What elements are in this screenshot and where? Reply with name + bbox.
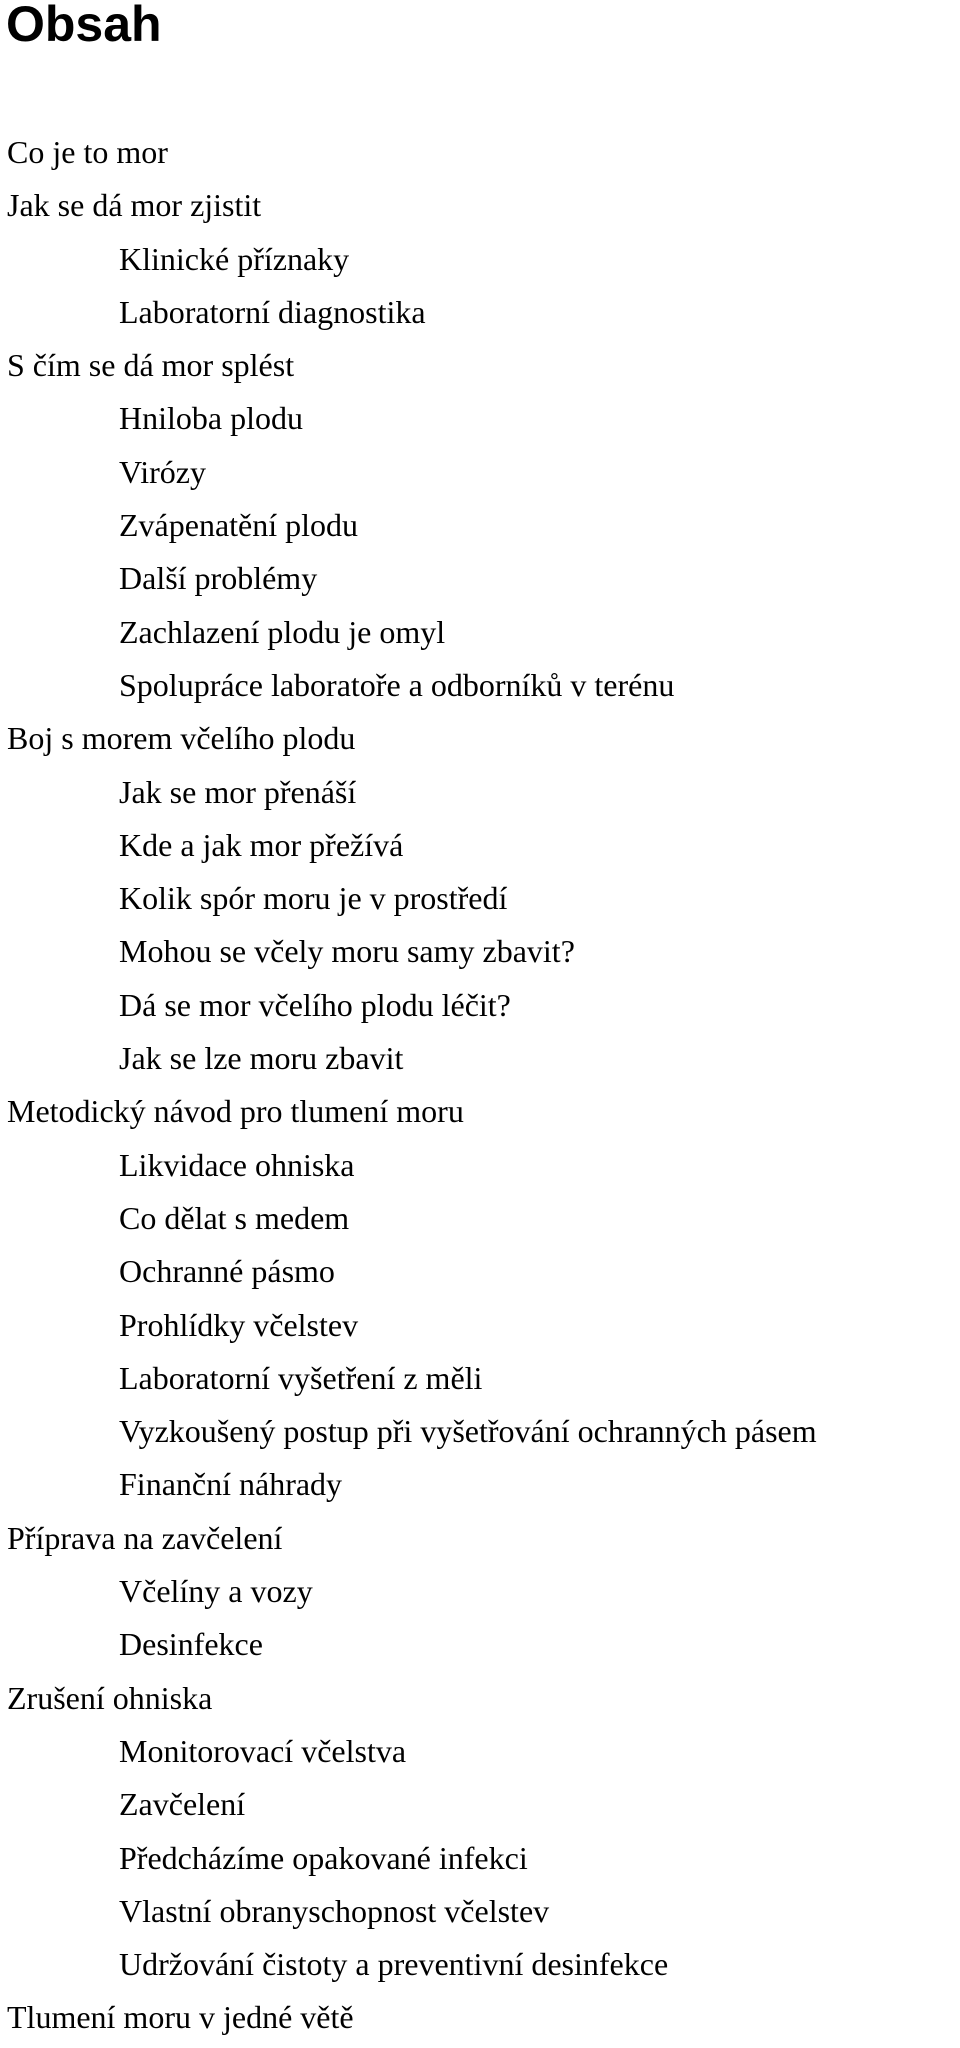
toc-section[interactable]: Jak se mor přenáší [119,773,357,810]
toc-section[interactable]: Desinfekce [119,1626,263,1663]
toc-section[interactable]: Laboratorní diagnostika [119,293,426,330]
toc-chapter[interactable]: S čím se dá mor splést [7,347,295,384]
toc-section[interactable]: Klinické příznaky [119,240,350,277]
toc-section[interactable]: Včelíny a vozy [119,1573,313,1610]
toc-section[interactable]: Zavčelení [119,1786,246,1823]
toc-chapter[interactable]: Metodický návod pro tlumení moru [7,1093,464,1130]
table-of-contents [0,126,960,2045]
toc-section[interactable]: Prohlídky včelstev [119,1306,359,1343]
toc-chapter[interactable]: Zrušení ohniska [7,1679,213,1716]
toc-chapter[interactable]: Jak se dá mor zjistit [7,187,262,224]
toc-section[interactable]: Kolik spór moru je v prostředí [119,880,508,917]
toc-section[interactable]: Virózy [119,453,206,490]
toc-section[interactable]: Co dělat s medem [119,1199,350,1236]
toc-section[interactable]: Dá se mor včelího plodu léčit? [119,986,511,1023]
toc-section[interactable]: Laboratorní vyšetření z měli [119,1359,483,1396]
toc-section[interactable]: Monitorovací včelstva [119,1732,407,1769]
toc-section[interactable]: Likvidace ohniska [119,1146,355,1183]
toc-section[interactable]: Předcházíme opakované infekci [119,1839,528,1876]
toc-section[interactable]: Zachlazení plodu je omyl [119,613,446,650]
toc-section[interactable]: Udržování čistoty a preventivní desinfekce [119,1946,669,1983]
toc-section[interactable]: Finanční náhrady [119,1466,343,1503]
toc-section[interactable]: Ochranné pásmo [119,1253,335,1290]
toc-section[interactable]: Jak se lze moru zbavit [119,1040,404,1077]
toc-section[interactable]: Vlastní obranyschopnost včelstev [119,1892,550,1929]
toc-chapter[interactable]: Co je to mor [7,134,168,170]
page-title: Obsah [6,0,162,52]
toc-section[interactable]: Zvápenatění plodu [119,507,359,544]
toc-section[interactable]: Mohou se včely moru samy zbavit? [119,933,575,970]
toc-section[interactable]: Spolupráce laboratoře a odborníků v terénu [119,666,675,703]
toc-section[interactable]: Kde a jak mor přežívá [119,826,404,863]
toc-section[interactable]: Další problémy [119,560,318,597]
toc-chapter[interactable]: Příprava na zavčelení [7,1519,283,1556]
toc-section[interactable]: Vyzkoušený postup při vyšetřování ochranných pásem [119,1413,817,1450]
toc-chapter[interactable]: Boj s morem včelího plodu [7,720,356,757]
toc-section[interactable]: Hniloba plodu [119,400,303,437]
toc-chapter[interactable]: Tlumení moru v jedné větě [7,1999,354,2036]
